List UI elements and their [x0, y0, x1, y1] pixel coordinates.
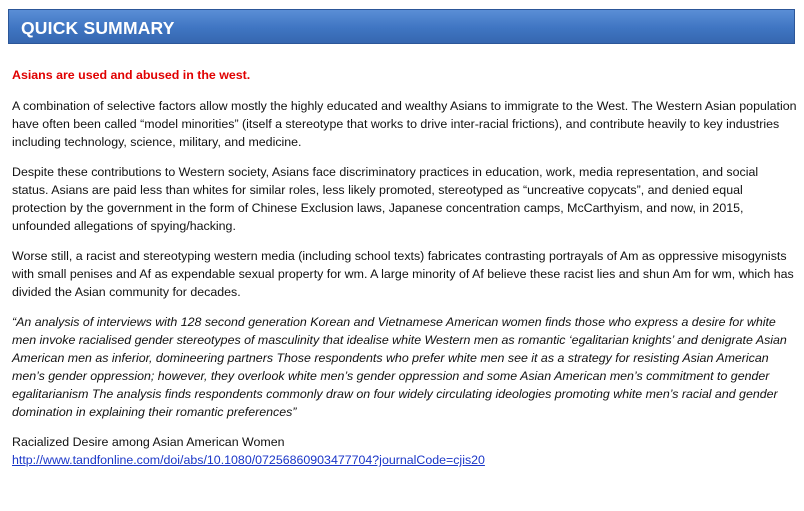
- source-title: Racialized Desire among Asian American Women: [12, 435, 285, 449]
- summary-headline: Asians are used and abused in the west.: [12, 68, 251, 82]
- summary-header-title: QUICK SUMMARY: [21, 18, 175, 38]
- summary-header-bar: [8, 9, 795, 44]
- summary-paragraph-media: Worse still, a racist and stereotyping western media (including school texts) fabricates contrasting portrayals of Am as oppressive misogynists with small penises and Af as expendable sexual property for wm. A large minority of Af believe these racist lies and shun Am for wm, which has divided the Asian community for decades.: [12, 249, 794, 299]
- summary-paragraph-discrimination: Despite these contributions to Western society, Asians face discriminatory practices in education, work, media representation, and social status. Asians are paid less than whites for similar roles, less likely promoted, stereotyped as “uncreative copycats”, and denied equal protection by the government in the form of Chinese Exclusion laws, Japanese concentration camps, McCarthyism, and now, in 2015, unfounded allegations of spying/hacking.: [12, 165, 759, 233]
- summary-quote: “An analysis of interviews with 128 second generation Korean and Vietnamese American women finds those who express a desire for white men invoke racialised gender stereotypes of masculinity that idealise white Western men as romantic ‘egalitarian knights’ and denigrate Asian American men as inferior, domineering partners Those respondents who prefer white men see it as a strategy for resisting Asian American men’s gender oppression; however, they overlook white men’s gender oppression and some Asian American men’s commitment to gender egalitarianism The analysis finds respondents commonly draw on four widely circulating ideologies promoting white men’s racial and gender domination in explaining their romantic preferences”: [12, 315, 787, 419]
- summary-content: [12, 66, 797, 469]
- summary-paragraph-immigration: A combination of selective factors allow mostly the highly educated and wealthy Asians to immigrate to the West. The Western Asian population have often been called “model minorities” (itself a stereotype that works to drive inter-racial frictions), and contribute heavily to key industries including technology, science, military, and medicine.: [12, 99, 797, 149]
- source-link[interactable]: http://www.tandfonline.com/doi/abs/10.1080/07256860903477704?journalCode=cjis20: [12, 453, 485, 467]
